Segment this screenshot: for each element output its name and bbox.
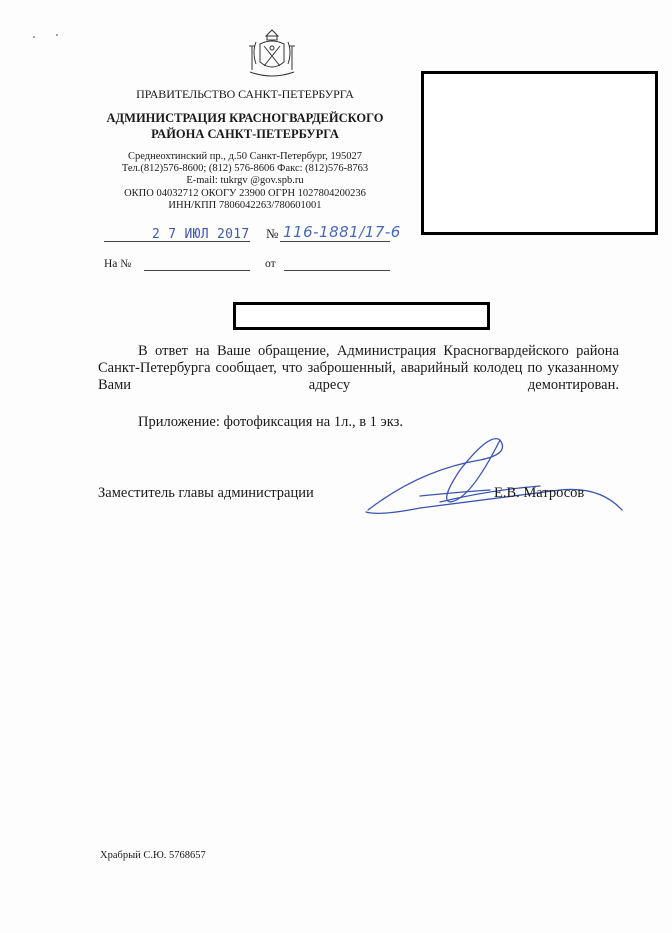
letter-body-paragraph: В ответ на Ваше обращение, Администрация Красногвардейского района Санкт-Петербурга сообщает, что заброшенный, аварийный колодец по указанному Вами адресу демонтирован.: [98, 343, 619, 393]
email-line: E-mail: tukrgv @gov.spb.ru: [186, 175, 304, 186]
date-underline: [104, 241, 250, 242]
number-sign: №: [266, 226, 279, 241]
administration-title-line2: РАЙОНА САНКТ-ПЕТЕРБУРГА: [151, 127, 339, 141]
reference-date-blank: [284, 270, 390, 271]
address-line: Среднеохтинский пр., д.50 Санкт-Петербург, 195027: [127, 151, 363, 162]
coat-of-arms-emblem: [246, 26, 298, 80]
inn-line: ИНН/КПП 7806042263/780601001: [168, 200, 322, 211]
addressee-redaction-box: [233, 302, 490, 330]
scan-speck: [56, 34, 58, 36]
number-underline: [280, 241, 390, 242]
administration-title-line1: АДМИНИСТРАЦИЯ КРАСНОГВАРДЕЙСКОГО: [106, 111, 384, 125]
codes-line: ОКПО 04032712 ОКОГУ 23900 ОГРН 1027804200236: [124, 188, 366, 199]
date-stamp: 2 7 ИЮЛ 2017: [152, 227, 250, 242]
recipient-redaction-box: [421, 71, 658, 235]
reference-number-label: На №: [104, 258, 132, 270]
scan-speck: [33, 36, 35, 38]
executor-footer: Храбрый С.Ю. 5768657: [100, 850, 206, 861]
government-title: ПРАВИТЕЛЬСТВО САНКТ-ПЕТЕРБУРГА: [136, 87, 354, 101]
signer-role: Заместитель главы администрации: [98, 485, 314, 501]
reference-number-blank: [144, 270, 250, 271]
signer-name: Е.В. Матросов: [494, 485, 585, 501]
appendix-line: Приложение: фотофиксация на 1л., в 1 экз.: [138, 414, 403, 430]
reference-date-label: от: [265, 258, 276, 270]
phones-line: Тел.(812)576-8600; (812) 576-8606 Факс: (812)576-8763: [121, 163, 369, 174]
registration-number: 116-1881/17-6: [283, 223, 401, 241]
